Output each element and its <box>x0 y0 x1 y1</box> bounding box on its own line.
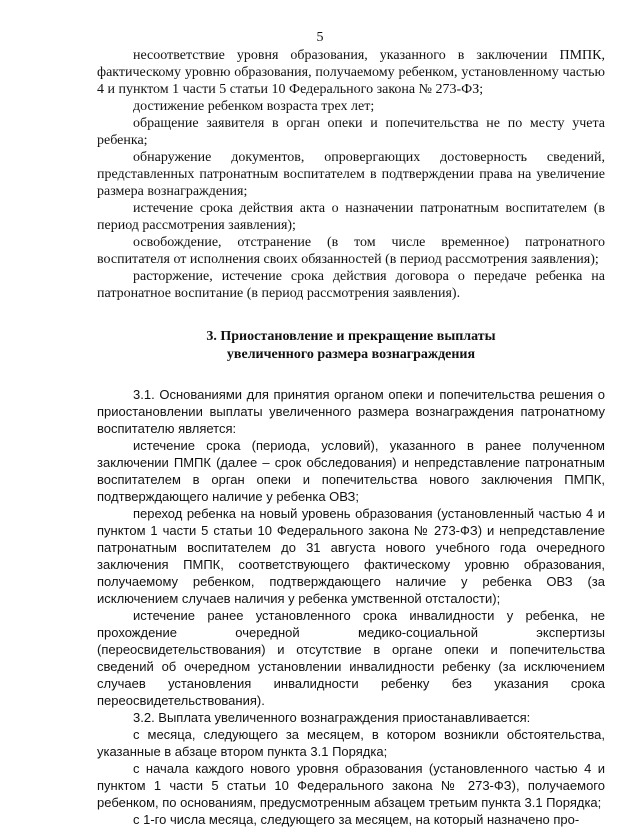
paragraph: обнаружение документов, опровергающих достоверность сведений, представленных патронатным воспитателем в подтверждении права на увеличение размера вознаграждения; <box>97 150 605 199</box>
paragraph: с месяца, следующего за месяцем, в котором возникли обстоятельства, указанные в абзаце втором пункта 3.1 Порядка; <box>97 727 605 759</box>
paragraph: переход ребенка на новый уровень образования (установленный частью 4 и пунктом 1 части 5 статьи 10 Федерального закона № 273-ФЗ) и непредставление патронатным воспитателем до 31 августа нового учебного года очередного заключения ПМПК, соответствующего фактическому уровню образования, получаемому ребенком, подтверждающего наличие у ребенка ОВЗ (за исключением случаев наличия у ребенка умственной отсталости); <box>97 506 605 606</box>
paragraph: расторжение, истечение срока действия договора о передаче ребенка на патронатное воспитание (в период рассмотрения заявления). <box>97 269 605 301</box>
grounds-list <box>97 47 605 302</box>
document-body <box>97 47 605 828</box>
paragraph: несоответствие уровня образования, указанного в заключении ПМПК, фактическому уровню образования, получаемому ребенком, установленному частью 4 и пунктом 1 части 5 статьи 10 Федерального закона № 273-ФЗ; <box>97 48 605 97</box>
paragraph: истечение срока (периода, условий), указанного в ранее полученном заключении ПМПК (далее – срок обследования) и непредставление патронатным воспитателем в орган опеки и попечительства нового заключения ПМПК, подтверждающего наличие у ребенка ОВЗ; <box>97 438 605 504</box>
page-number: 5 <box>316 30 324 45</box>
paragraph: с начала каждого нового уровня образования (установленного частью 4 и пунктом 1 части 5 статьи 10 Федерального закона № 273-ФЗ), получаемого ребенком, по основаниям, предусмотренным абзацем третьим пункта 3.1 Порядка; <box>97 761 605 810</box>
section-heading-line: увеличенного размера вознаграждения <box>226 347 476 362</box>
paragraph: достижение ребенком возраста трех лет; <box>133 99 375 114</box>
paragraph: 3.2. Выплата увеличенного вознаграждения приостанавливается: <box>133 710 531 725</box>
paragraph: с 1-го числа месяца, следующего за месяцем, на который назначено про- <box>133 812 580 827</box>
section-body <box>97 386 605 828</box>
paragraph: истечение ранее установленного срока инвалидности у ребенка, не прохождение очередной медико-социальной экспертизы (переосвидетельствования) и отсутствие в органе опеки и попечительства сведений об очередном установлении инвалидности ребенку (за исключением случаев установления инвалидности ребенку без указания срока переосвидетельствования). <box>97 608 605 708</box>
section-heading-line: 3. Приостановление и прекращение выплаты <box>206 329 496 344</box>
paragraph: обращение заявителя в орган опеки и попечительства не по месту учета ребенка; <box>97 116 605 148</box>
paragraph: истечение срока действия акта о назначении патронатным воспитателем (в период рассмотрения заявления); <box>97 201 605 233</box>
paragraph: 3.1. Основаниями для принятия органом опеки и попечительства решения о приостановлении выплаты увеличенного размера вознаграждения патронатному воспитателю является: <box>97 387 605 436</box>
section-heading <box>97 328 605 364</box>
paragraph: освобождение, отстранение (в том числе временное) патронатного воспитателя от исполнения своих обязанностей (в период рассмотрения заявления); <box>97 235 605 267</box>
